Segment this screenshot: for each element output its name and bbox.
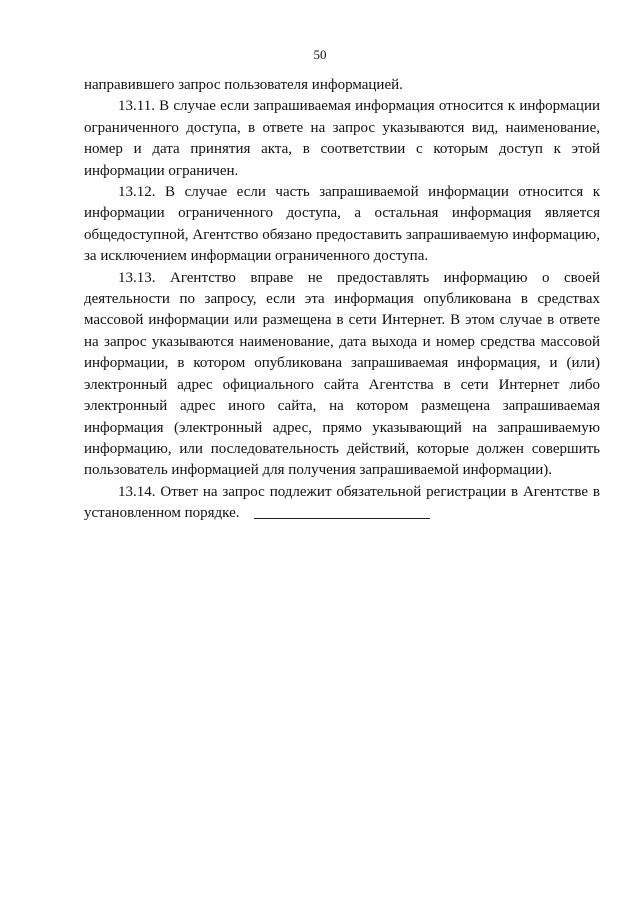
end-separator-line — [254, 518, 430, 519]
paragraph-13-13: 13.13. Агентство вправе не предоставлять информацию о своей деятельности по запросу, если эта информация опубликована в средствах массовой информации или размещена в сети Интернет. В этом случае в ответе на запрос указываются наименование, дата выхода и номер средства массовой информации, в котором опубликована запрашиваемая информация, и (или) электронный адрес официального сайта Агентства в сети Интернет либо электронный адрес иного сайта, на котором размещена запрашиваемая информация (электронный адрес, прямо указывающий на запрашиваемую информацию, или последовательность действий, которые должен совершить пользователь информацией для получения запрашиваемой информации). — [84, 269, 600, 479]
paragraph-13-14: 13.14. Ответ на запрос подлежит обязательной регистрации в Агентстве в установленном порядке. — [84, 483, 600, 522]
page-number: 50 — [313, 47, 327, 62]
paragraph-continuation: направившего запрос пользователя информацией. — [84, 77, 403, 93]
paragraph-13-11: 13.11. В случае если запрашиваемая информация относится к информации ограниченного доступа, в ответе на запрос указываются вид, наименование, номер и дата принятия акта, в соответствии с которым доступ к этой информации ограничен. — [84, 98, 600, 179]
document-body — [84, 75, 600, 525]
paragraph-13-12: 13.12. В случае если часть запрашиваемой информации относится к информации ограниченного доступа, а остальная информация является общедоступной, Агентство обязано предоставить запрашиваемую информацию, за исключением информации ограниченного доступа. — [84, 184, 600, 265]
